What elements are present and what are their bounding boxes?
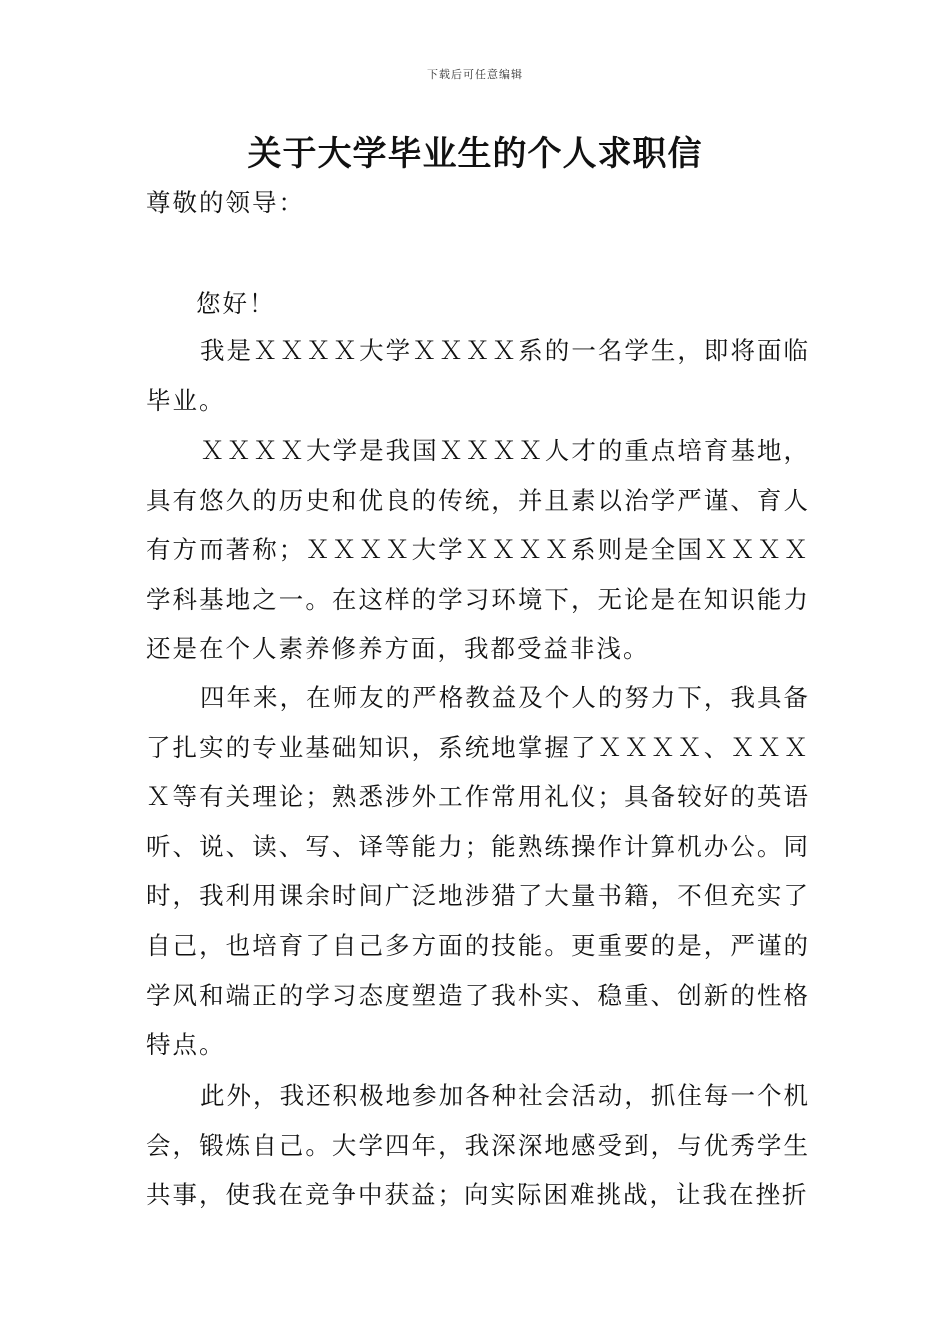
header-note: 下载后可任意编辑 [427, 68, 523, 81]
page-title: 关于大学毕业生的个人求职信 [247, 134, 703, 174]
greeting: 您好！ [196, 289, 276, 318]
salutation: 尊敬的领导： [146, 188, 305, 217]
paragraph-intro: 我是ＸＸＸＸ大学ＸＸＸＸ系的一名学生，即将面临毕业。 [146, 336, 810, 415]
paragraph-university: ＸＸＸＸ大学是我国ＸＸＸＸ人才的重点培育基地，具有悠久的历史和优良的传统，并且素以治学严谨、育人有方而著称；ＸＸＸＸ大学ＸＸＸＸ系则是全国ＸＸＸＸ学科基地之一。在这样的学习环境下，无论是在知识能力还是在个人素养修养方面，我都受益非浅。 [146, 436, 810, 664]
paragraph-skills: 四年来，在师友的严格教益及个人的努力下，我具备了扎实的专业基础知识，系统地掌握了ＸＸＸＸ、ＸＸＸＸ等有关理论；熟悉涉外工作常用礼仪；具备较好的英语听、说、读、写、译等能力；能熟练操作计算机办公。同时，我利用课余时间广泛地涉猎了大量书籍，不但充实了自己，也培育了自己多方面的技能。更重要的是，严谨的学风和端正的学习态度塑造了我朴实、稳重、创新的性格特点。 [146, 683, 810, 1060]
paragraph-activities: 此外，我还积极地参加各种社会活动，抓住每一个机会，锻炼自己。大学四年，我深深地感受到，与优秀学生共事，使我在竞争中获益；向实际困难挑战，让我在挫折 [146, 1081, 810, 1210]
